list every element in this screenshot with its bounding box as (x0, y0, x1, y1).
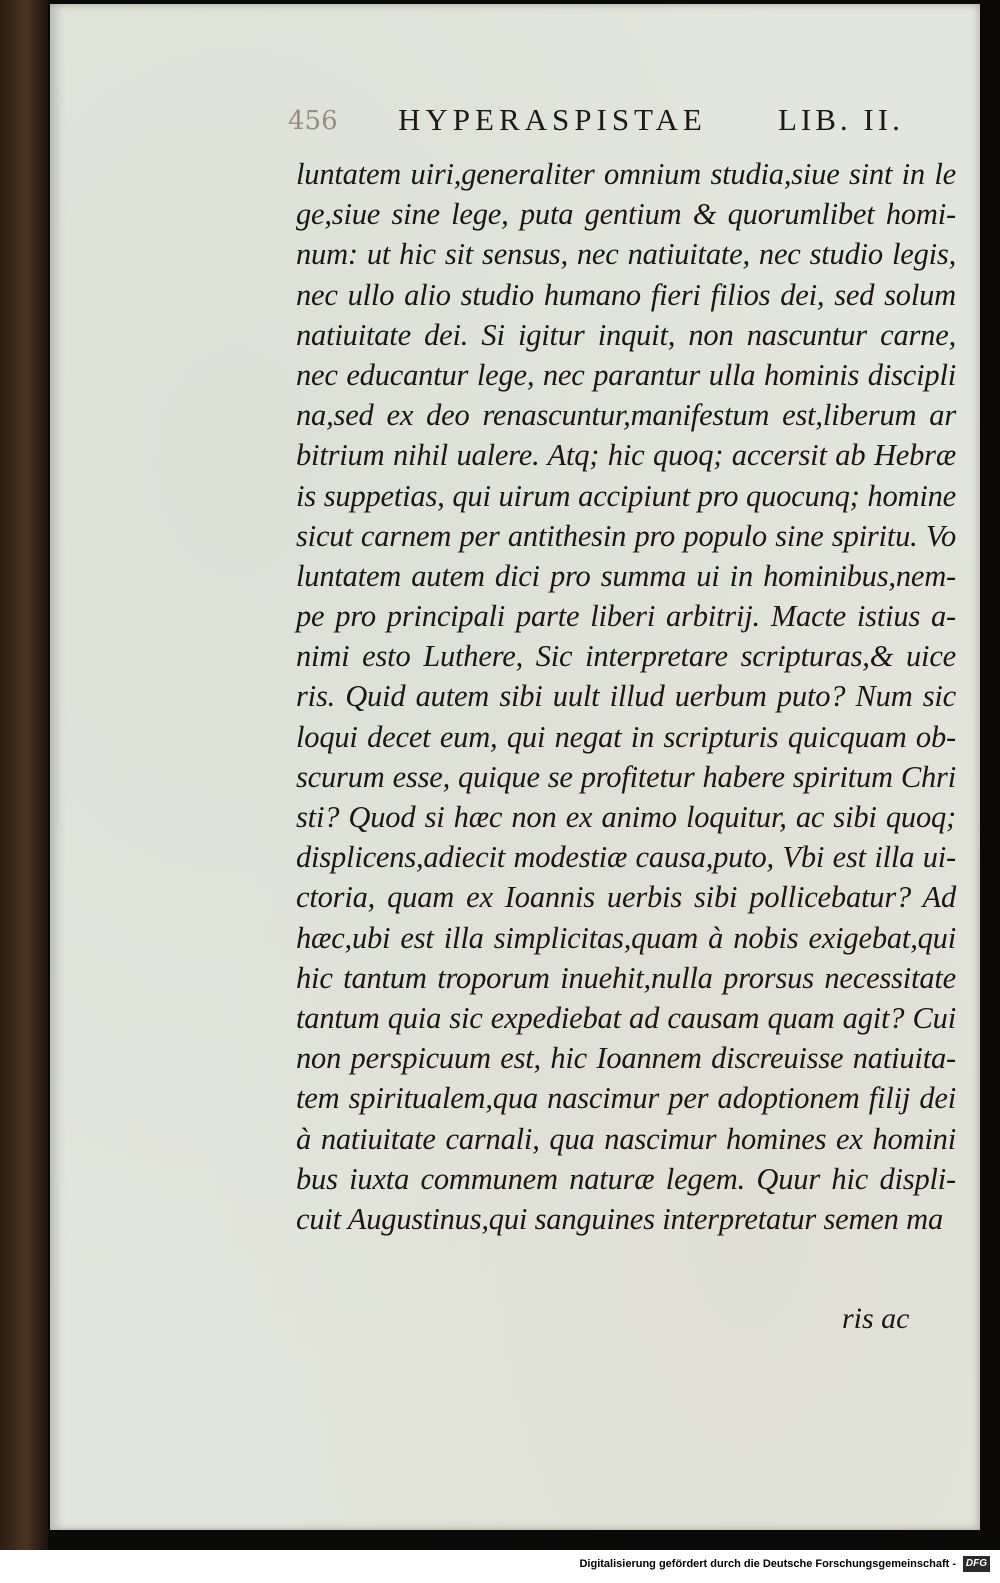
book-binding-edge (0, 0, 48, 1550)
text-line: nimi esto Luthere, Sic interpretare scripturas,& uice (296, 639, 956, 674)
footer-bar (0, 1550, 1000, 1583)
text-line: hæc,ubi est illa simplicitas,quam à nobis exigebat,qui (296, 920, 956, 955)
text-line: pe pro principali parte liberi arbitrij. Macte istius a- (296, 599, 956, 634)
text-line: sti? Quod si hæc non ex animo loquitur, ac sibi quoq; (296, 800, 956, 834)
book-title: HYPERASPISTAE (398, 102, 707, 137)
text-line: loqui decet eum, qui negat in scripturis quicquam ob- (296, 719, 956, 754)
text-line: bus iuxta communem naturæ legem. Quur hic displi- (296, 1161, 956, 1196)
text-line: luntatem uiri,generaliter omnium studia,siue sint in le (296, 157, 956, 191)
text-line: bitrium nihil ualere. Atq; hic quoq; accersit ab Hebræ (296, 438, 956, 473)
text-line: tem spiritualem,qua nascimur per adoptionem filij dei (296, 1081, 956, 1116)
text-line: is suppetias, qui uirum accipiunt pro quocunq; homine (296, 478, 956, 513)
text-line: num: ut hic sit sensus, nec natiuitate, nec studio legis, (296, 237, 956, 272)
dfg-logo-icon: DFG (963, 1556, 990, 1572)
funding-credit: Digitalisierung gefördert durch die Deutsche Forschungsgemeinschaft - (579, 1558, 956, 1570)
running-head (50, 102, 980, 146)
text-line: ris. Quid autem sibi uult illud uerbum puto? Num sic (296, 679, 956, 714)
text-line: cuit Augustinus,qui sanguines interpretatur semen ma (296, 1201, 944, 1236)
text-line: à natiuitate carnali, qua nascimur homines ex homini (296, 1121, 956, 1156)
page-number: 456 (288, 106, 338, 136)
book-part: LIB. II. (778, 102, 904, 137)
text-line: nec educantur lege, nec parantur ulla hominis discipli (296, 357, 956, 392)
text-line: na,sed ex deo renascuntur,manifestum est,liberum ar (296, 398, 956, 433)
text-body (296, 154, 956, 1239)
text-line: nec ullo alio studio humano fieri filios dei, sed solum (296, 277, 956, 312)
text-line: non perspicuum est, hic Ioannem discreuisse natiuita- (296, 1041, 956, 1076)
text-line: tantum quia sic expediebat ad causam quam agit? Cui (296, 1000, 956, 1035)
text-line: scurum esse, quique se profitetur habere spiritum Chri (296, 759, 956, 794)
text-line: luntatem autem dici pro summa ui in hominibus,nem- (296, 558, 956, 593)
text-line: natiuitate dei. Si igitur inquit, non nascuntur carne, (296, 317, 956, 352)
text-line: sicut carnem per antithesin pro populo sine spiritu. Vo (296, 518, 956, 553)
text-line: ctoria, quam ex Ioannis uerbis sibi pollicebatur? Ad (296, 880, 956, 915)
text-line: ge,siue sine lege, puta gentium & quorumlibet homi- (296, 197, 956, 232)
catchword: ris ac (842, 1302, 910, 1335)
text-line: displicens,adiecit modestiæ causa,puto, Vbi est illa ui- (296, 840, 956, 875)
book-page (50, 4, 980, 1530)
text-line: hic tantum troporum inuehit,nulla prorsus necessitate (296, 960, 956, 995)
